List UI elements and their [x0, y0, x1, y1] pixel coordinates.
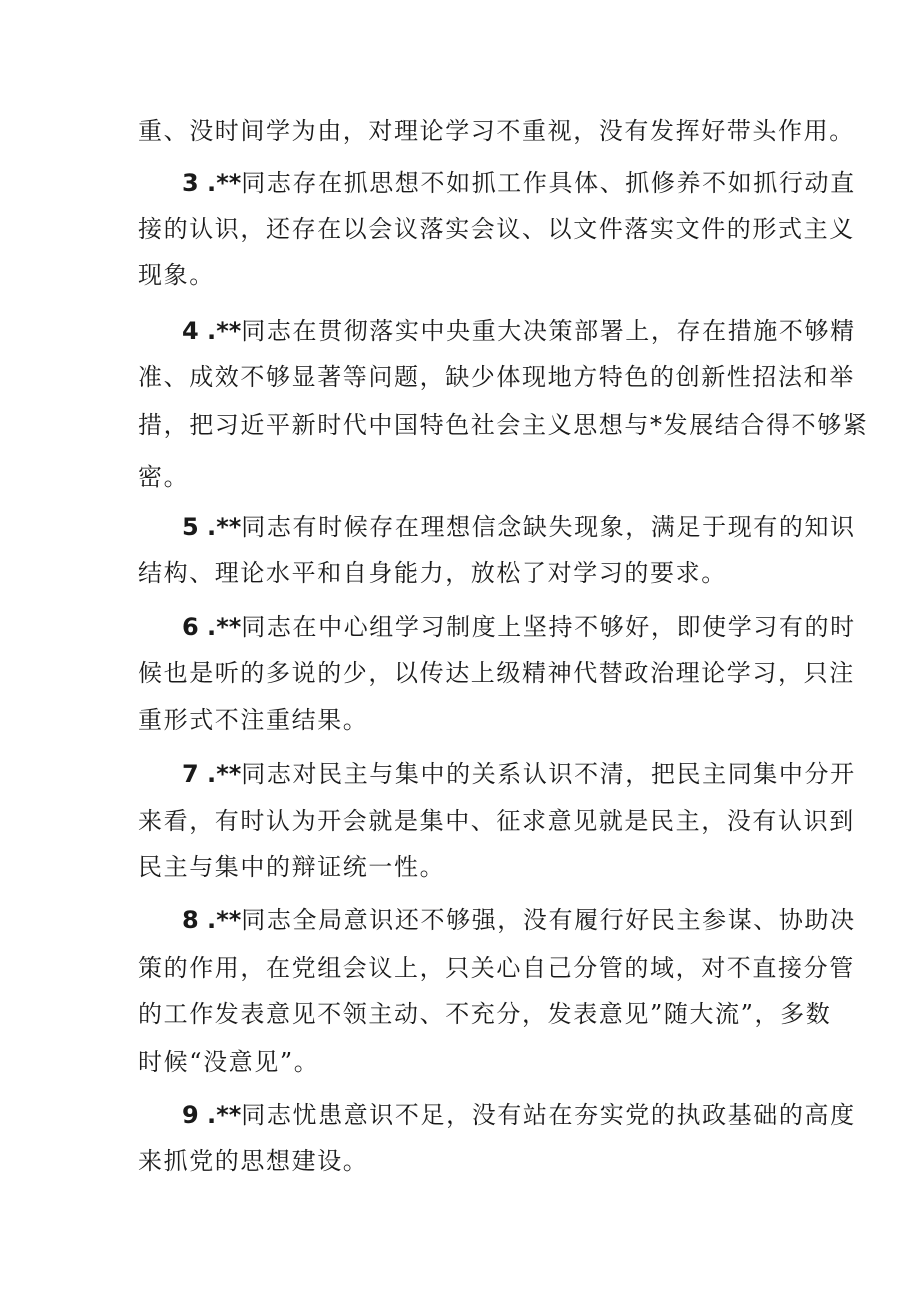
- item-number: 6: [182, 613, 199, 641]
- item-separator: .: [198, 169, 217, 197]
- item-text: 同志在贯彻落实中央重大决策部署上，存在措施不够精: [241, 317, 856, 345]
- item-number: 7: [182, 760, 199, 788]
- paragraph-line: 准、成效不够显著等问题，缺少体现地方特色的创新性招法和举: [138, 363, 855, 391]
- paragraph-line: 接的认识，还存在以会议落实会议、以文件落实文件的形式主义: [138, 215, 855, 243]
- item-separator: .: [198, 613, 217, 641]
- paragraph-line: 现象。: [138, 261, 215, 289]
- paragraph-line: 来抓党的思想建设。: [138, 1147, 369, 1175]
- paragraph-line: 结构、理论水平和自身能力，放松了对学习的要求。: [138, 559, 727, 587]
- item-text: 同志有时候存在理想信念缺失现象，满足于现有的知识: [241, 513, 856, 541]
- name-placeholder: **: [216, 169, 242, 197]
- item-text: 同志忧患意识不足，没有站在夯实党的执政基础的高度: [241, 1101, 856, 1129]
- name-placeholder: **: [216, 906, 242, 934]
- numbered-item-first-line: [182, 757, 856, 791]
- paragraph-line: 民主与集中的辩证统一性。: [138, 853, 446, 881]
- item-text: 同志对民主与集中的关系认识不清，把民主同集中分开: [241, 760, 856, 788]
- item-number: 4: [182, 317, 199, 345]
- item-text: 同志全局意识还不够强，没有履行好民主参谋、协助决: [241, 906, 856, 934]
- item-number: 5: [182, 513, 199, 541]
- item-separator: .: [198, 1101, 217, 1129]
- paragraph-line: 来看，有时认为开会就是集中、征求意见就是民主，没有认识到: [138, 807, 855, 835]
- item-number: 9: [182, 1101, 199, 1129]
- paragraph-line: 措，把习近平新时代中国特色社会主义思想与*发展结合得不够紧: [138, 411, 869, 439]
- paragraph-line: 时候“没意见”。: [138, 1048, 320, 1076]
- paragraph-line: 重、没时间学为由，对理论学习不重视，没有发挥好带头作用。: [138, 117, 855, 145]
- item-separator: .: [198, 760, 217, 788]
- item-separator: .: [198, 513, 217, 541]
- paragraph-line: 密。: [138, 463, 190, 491]
- item-number: 8: [182, 906, 199, 934]
- paragraph-line: 的工作发表意见不领主动、不充分，发表意见”随大流”，多数: [138, 1000, 832, 1028]
- item-number: 3: [182, 169, 199, 197]
- numbered-item-first-line: [182, 1098, 856, 1132]
- numbered-item-first-line: [182, 510, 856, 544]
- item-separator: .: [198, 906, 217, 934]
- numbered-item-first-line: [182, 903, 856, 937]
- numbered-item-first-line: [182, 166, 856, 200]
- item-separator: .: [198, 317, 217, 345]
- paragraph-line: 策的作用，在党组会议上，只关心自己分管的域，对不直接分管: [138, 954, 855, 982]
- paragraph-line: 候也是听的多说的少，以传达上级精神代替政治理论学习，只注: [138, 659, 855, 687]
- item-text: 同志存在抓思想不如抓工作具体、抓修养不如抓行动直: [241, 169, 856, 197]
- numbered-item-first-line: [182, 314, 856, 348]
- name-placeholder: **: [216, 1101, 242, 1129]
- name-placeholder: **: [216, 513, 242, 541]
- name-placeholder: **: [216, 613, 242, 641]
- numbered-item-first-line: [182, 610, 856, 644]
- name-placeholder: **: [216, 760, 242, 788]
- item-text: 同志在中心组学习制度上坚持不够好，即使学习有的时: [241, 613, 856, 641]
- name-placeholder: **: [216, 317, 242, 345]
- paragraph-line: 重形式不注重结果。: [138, 706, 369, 734]
